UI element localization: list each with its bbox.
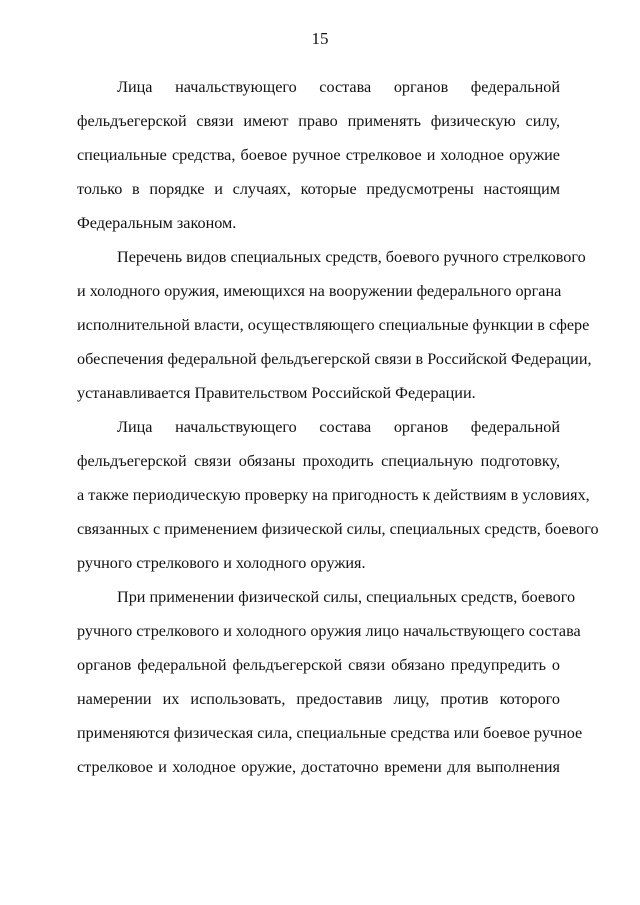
text-line: специальные средства, боевое ручное стрелковое и холодное оружие: [77, 146, 560, 164]
text-line: органов федеральной фельдъегерской связи обязано предупредить о: [77, 656, 560, 674]
text-line: намерении их использовать, предоставив лицу, против которого: [77, 690, 560, 708]
paragraph-3: [77, 410, 599, 580]
text-line: устанавливается Правительством Российской Федерации.: [77, 384, 476, 402]
text-line: связанных с применением физической силы, специальных средств, боевого: [77, 520, 599, 538]
text-line: а также периодическую проверку на пригодность к действиям в условиях,: [77, 486, 590, 504]
document-body: [77, 70, 599, 784]
text-line: При применении физической силы, специальных средств, боевого: [117, 588, 576, 606]
text-line: только в порядке и случаях, которые предусмотрены настоящим: [77, 180, 560, 198]
text-line: ручного стрелкового и холодного оружия.: [77, 554, 366, 572]
text-line: обеспечения федеральной фельдъегерской связи в Российской Федерации,: [77, 350, 592, 368]
paragraph-2: [77, 240, 592, 410]
text-line: Лица начальствующего состава органов федеральной: [117, 78, 560, 96]
paragraph-1: [77, 70, 560, 240]
paragraph-4: [77, 580, 583, 784]
text-line: стрелковое и холодное оружие, достаточно времени для выполнения: [77, 758, 560, 776]
text-line: Перечень видов специальных средств, боевого ручного стрелкового: [117, 248, 586, 266]
text-line: применяются физическая сила, специальные средства или боевое ручное: [77, 724, 583, 742]
text-line: фельдъегерской связи обязаны проходить специальную подготовку,: [77, 452, 560, 470]
text-line: и холодного оружия, имеющихся на вооружении федерального органа: [77, 282, 562, 300]
text-line: Федеральным законом.: [77, 214, 237, 232]
text-line: фельдъегерской связи имеют право применять физическую силу,: [77, 112, 560, 130]
text-line: Лица начальствующего состава органов федеральной: [117, 418, 560, 436]
page-number: 15: [311, 29, 329, 48]
text-line: исполнительной власти, осуществляющего специальные функции в сфере: [77, 316, 590, 334]
text-line: ручного стрелкового и холодного оружия лицо начальствующего состава: [77, 622, 581, 640]
